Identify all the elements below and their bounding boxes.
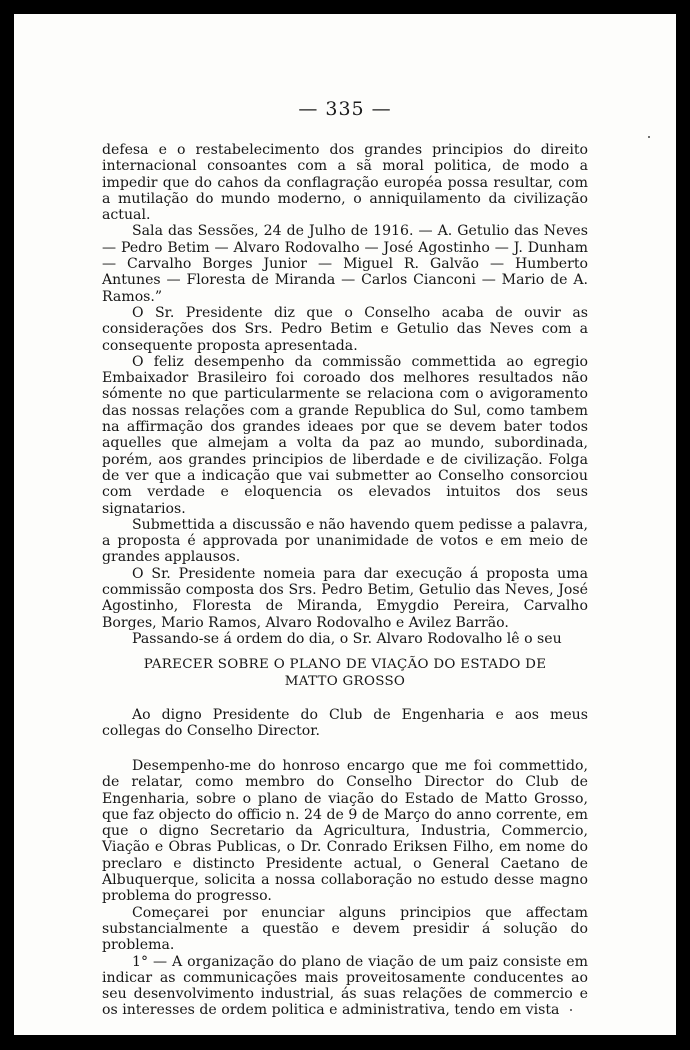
session-minutes-text [102,142,588,647]
heading-line-2: MATTO GROSSO [284,674,406,689]
print-speck [570,1009,572,1011]
section-heading [102,656,588,690]
report-text [102,758,588,1019]
page-number: — 335 — [298,98,392,120]
paragraph-comecarei: Começarei por enunciar alguns principios que affectam substancialmente a questão e devem presidir á solução do problema. [102,904,588,954]
document-page [14,14,676,1035]
paragraph-primeiro-principio: 1° — A organização do plano de viação de um paiz consiste em indicar as communicações mais proveitosamente conducentes ao seu desenvolvimento industrial, ás suas relações de commercio e os interesses de ordem politica e administrativa, tendo em vista [102,953,588,1019]
paragraph-presidente-nomeia: O Sr. Presidente nomeia para dar execução á proposta uma commissão composta dos Srs. Pedro Betim, Getulio das Neves, José Agostinho, Floresta de Miranda, Emygdio Pereira, Carvalho Borges, Mario Ramos, Alvaro Rodovalho e Avilez Barrão. [102,565,588,631]
paragraph-signatures: Sala das Sessões, 24 de Julho de 1916. — A. Getulio das Neves — Pedro Betim — Alvaro Rodovalho — José Agostinho — J. Dunham — Carvalho Borges Junior — Miguel R. Galvão — Humberto Antunes — Floresta de Miranda — Carlos Cianconi — Mario de A. Ramos.” [102,223,588,305]
print-speck [648,136,650,138]
salutation-text: Ao digno Presidente do Club de Engenharia e aos meus collegas do Conselho Director. [102,707,588,740]
paragraph-desempenho: Desempenho-me do honroso encargo que me foi commettido, de relatar, como membro do Conselho Director do Club de Engenharia, sobre o plano de viação do Estado de Matto Grosso, que faz objecto do officio n. 24 de 9 de Março do anno corrente, em que o digno Secretario da Agricultura, Industria, Commercio, Viação e Obras Publicas, o Dr. Conrado Eriksen Filho, em nome do preclaro e distincto Presidente actual, o General Caetano de Albuquerque, solicita a nossa collaboração no estudo desse magno problema do progresso. [102,758,588,905]
paragraph-submettida: Submettida a discussão e não havendo quem pedisse a palavra, a proposta é approvada por unanimidade de votos e em meio de grandes applausos. [102,516,588,566]
paragraph-presidente-diz: O Sr. Presidente diz que o Conselho acaba de ouvir as considerações dos Srs. Pedro Betim e Getulio das Neves com a consequente proposta apresentada. [102,304,588,354]
paragraph-passando-se: Passando-se á ordem do dia, o Sr. Alvaro Rodovalho lê o seu [132,630,562,647]
salutation-block [102,707,588,740]
paragraph-feliz-desempenho: O feliz desempenho da commissão commettida ao egregio Embaixador Brasileiro foi coroado dos melhores resultados não sómente no que particularmente se relaciona com o avigoramento das nossas relações com a grande Republica do Sul, como tambem na affirmação dos grandes ideaes por que se devem bater todos aquelles que almejam a volta da paz ao mundo, subordinada, porém, aos grandes principios de liberdade e de civilização. Folga de ver que a indicação que vai submetter ao Conselho consorciou com verdade e eloquencia os elevados intuitos dos seus signatarios. [102,353,588,517]
heading-line-1: PARECER SOBRE O PLANO DE VIAÇÃO DO ESTADO DE [143,657,547,672]
paragraph-defesa: defesa e o restabelecimento dos grandes principios do direito internacional consoantes com a sã moral politica, de modo a impedir que do cahos da conflagração européa possa resultar, com a mutilação do mundo moderno, o anniquilamento da civilização actual. [102,142,588,224]
